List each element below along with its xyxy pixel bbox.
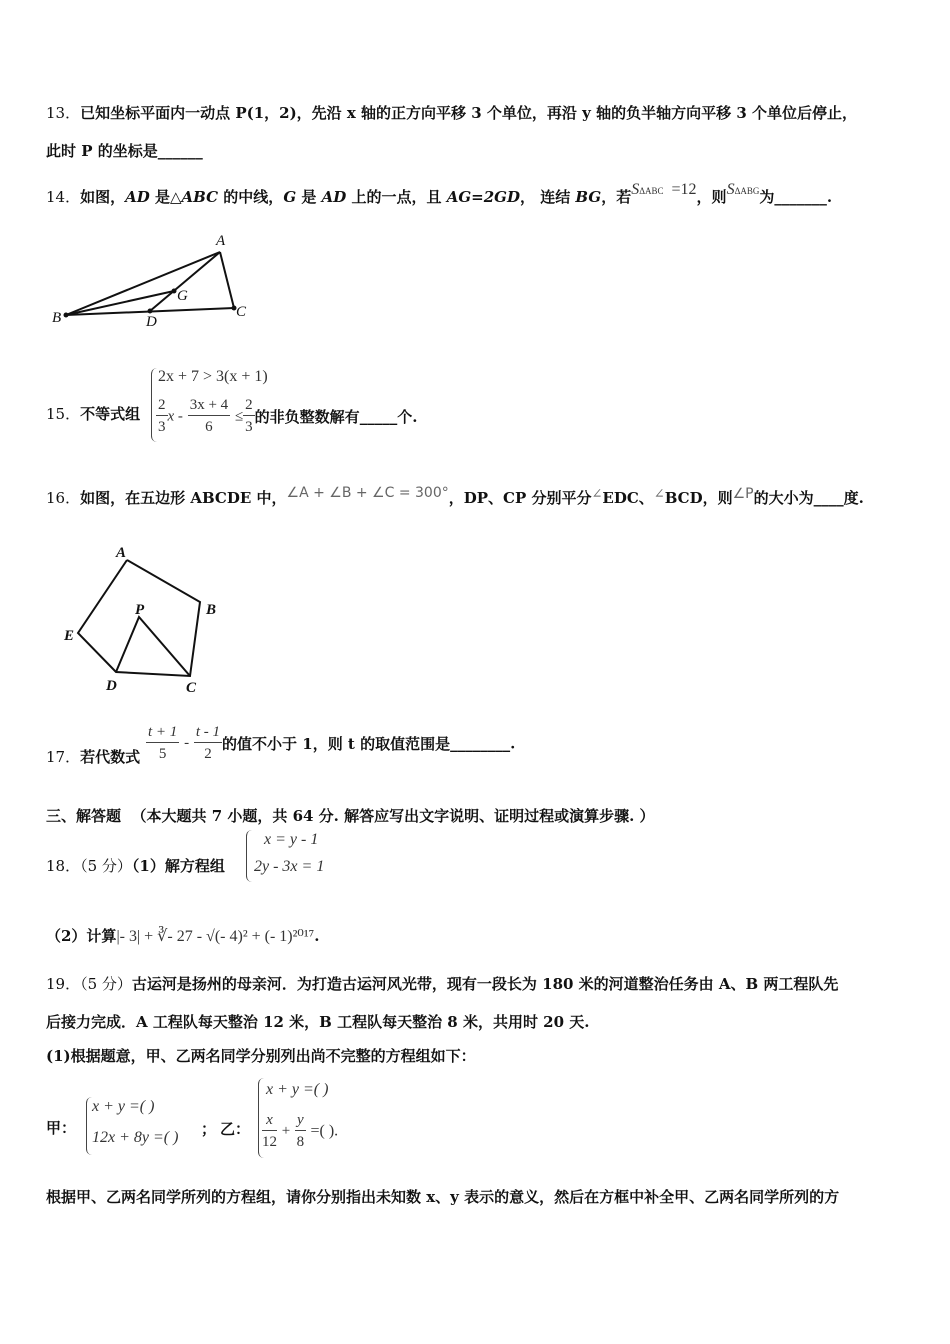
q18-equation-1: x = y - 1 — [264, 831, 319, 848]
q14-text: ，则 — [696, 188, 727, 206]
q13-number: 13． — [46, 104, 81, 122]
q19-separator: ； — [201, 1120, 217, 1138]
q19-text-line3: (1)根据题意，甲、乙两名同学分别列出尚不完整的方程组如下： — [46, 1047, 476, 1065]
q19-line4 — [46, 1187, 839, 1207]
q19-text-line4: 根据甲、乙两名同学所列的方程组，请你分别指出未知数 x、y 表示的意义，然后在方框中补全甲、乙两名同学所列的方 — [46, 1188, 840, 1206]
q18-expression: |- 3| + ∛- 27 - √(- 4)² + (- 1)²⁰¹⁷ — [116, 928, 315, 945]
frac-num: t - 1 — [194, 722, 222, 743]
q17-frac2 — [194, 722, 222, 765]
q13-text-line1: 已知坐标平面内一动点 P(1，2)，先沿 x 轴的正方向平移 3 个单位，再沿 y 轴的负半轴方向平移 3 个单位后停止， — [80, 104, 857, 122]
q17-pre: 若代数式 — [80, 748, 141, 766]
q14-s: S — [631, 181, 640, 198]
q15-frac2 — [188, 395, 230, 438]
frac-den: 3 — [158, 419, 166, 435]
q18-brace — [246, 830, 253, 882]
label-b: B — [52, 310, 62, 326]
q17-answer-blank: ________ — [450, 734, 511, 753]
q19-line3 — [46, 1046, 476, 1066]
frac-num: y — [295, 1110, 306, 1131]
q16-answer-blank: ____ — [813, 489, 844, 507]
q15-answer-blank: _____ — [359, 407, 398, 426]
section-heading — [46, 806, 655, 826]
label-c: C — [236, 304, 247, 320]
q18-score: （5 分） — [80, 857, 132, 875]
q15-frac1 — [156, 395, 168, 438]
q14-g: G — [283, 188, 297, 206]
q17-minus: - — [184, 735, 190, 751]
label-b: B — [206, 602, 217, 618]
edge-ac — [220, 252, 234, 308]
bisectors-dp-cp — [116, 617, 190, 676]
q14-area-abc — [631, 180, 696, 201]
q19-line1 — [46, 974, 838, 994]
q16-angle-p: ∠P — [732, 486, 754, 502]
label-e: E — [64, 628, 75, 644]
q15-number: 15． — [46, 405, 81, 423]
q16-text: 如图，在五边形 ABCDE 中， — [80, 489, 287, 507]
label-d: D — [106, 678, 117, 694]
q19-jia-equation-2: 12x + 8y =( ) — [92, 1129, 179, 1146]
q14-triangle-figure — [46, 230, 266, 340]
edge-ba — [66, 252, 220, 315]
q14-text: ，若 — [601, 188, 632, 206]
q15-x: x - — [167, 408, 183, 425]
q19-yi-frac-y — [295, 1110, 306, 1153]
q18-part1: （1）解方程组 — [131, 857, 225, 875]
q15-le: ≤ — [234, 408, 244, 425]
q14-text: 是△ — [149, 188, 182, 206]
frac-den: 5 — [158, 746, 167, 762]
q19-jia-label: 甲： — [46, 1119, 77, 1137]
q16-angle-symbol: ∠ — [653, 486, 665, 501]
q16-angle-symbol: ∠ — [591, 486, 603, 501]
q14-abc: ABC — [181, 188, 219, 206]
q19-score: （5 分） — [80, 975, 132, 993]
q14-text: 为 — [759, 188, 775, 206]
label-a: A — [116, 545, 127, 561]
q14-s-sub: ΔABG — [734, 186, 760, 196]
q16-text: 度. — [843, 489, 864, 507]
point-b — [64, 313, 69, 318]
q14-s-val: =12 — [671, 181, 697, 198]
label-g: G — [177, 288, 188, 304]
q16-text: EDC、 — [602, 489, 654, 507]
q16-text: 的大小为 — [753, 489, 814, 507]
q18-line1 — [46, 856, 225, 876]
q14-text: ， 连结 — [519, 188, 576, 206]
q14-text: 上的一点，且 — [346, 188, 447, 206]
q14-answer-blank: _______ — [774, 188, 827, 206]
q15-frac3 — [243, 395, 255, 438]
q18-part2: （2）计算 — [46, 927, 117, 945]
q16-pentagon-figure — [60, 542, 250, 702]
q19-yi-plus: + — [281, 1123, 291, 1139]
q13-answer-blank: ______ — [157, 142, 203, 160]
q16-line — [46, 485, 864, 509]
q16-number: 16． — [46, 489, 81, 507]
q15-line — [46, 404, 140, 424]
q19-text-line2: 后接力完成．A 工程队每天整治 12 米，B 工程队每天整治 8 米，共用时 20 天. — [46, 1013, 590, 1031]
q14-line — [46, 181, 833, 209]
q18-line2 — [46, 926, 319, 947]
q14-text: 是 — [296, 188, 322, 206]
q19-jia-equation-1: x + y =( ) — [92, 1098, 155, 1115]
q15-inequality-2 — [156, 395, 417, 438]
label-c: C — [186, 680, 197, 696]
q18-number: 18． — [46, 857, 81, 875]
q13-line2 — [46, 141, 203, 161]
point-g — [172, 289, 177, 294]
frac-num: x — [262, 1110, 277, 1131]
q14-text: 如图， — [80, 188, 126, 206]
q18-equation-2: 2y - 3x = 1 — [254, 858, 325, 875]
q14-ad: AD — [125, 188, 150, 206]
frac-den: 12 — [262, 1134, 277, 1150]
frac-num: 2 — [243, 395, 255, 416]
q15-pre: 不等式组 — [80, 405, 141, 423]
q17-post: 的值不小于 1，则 t 的取值范围是 — [222, 735, 451, 753]
q13-text-line2: 此时 P 的坐标是 — [46, 142, 158, 160]
q17-label — [46, 747, 140, 767]
q16-text: ，DP、CP 分别平分 — [448, 489, 592, 507]
q19-number: 19． — [46, 975, 81, 993]
q19-line2 — [46, 1012, 590, 1032]
frac-den: 2 — [204, 746, 212, 762]
q19-yi-equation-2 — [262, 1110, 338, 1153]
q16-angle-sum: ∠A + ∠B + ∠C = 300° — [286, 485, 449, 501]
q19-yi-equation-1: x + y =( ) — [266, 1081, 329, 1098]
q16-text: BCD，则 — [664, 489, 733, 507]
label-d: D — [146, 314, 157, 330]
q15-inequality-1: 2x + 7 > 3(x + 1) — [158, 368, 268, 385]
point-d — [148, 309, 153, 314]
q14-ad: AD — [321, 188, 347, 206]
q18-end: . — [314, 927, 320, 945]
q19-yi-tail: =( ). — [310, 1122, 339, 1140]
frac-num: 2 — [156, 395, 168, 416]
q19-yi-frac-x — [262, 1110, 277, 1153]
section-title: 三、解答题 — [46, 807, 122, 825]
section-desc: （本大题共 7 小题，共 64 分. 解答应写出文字说明、证明过程或演算步骤. ） — [131, 807, 655, 825]
q14-s: S — [726, 181, 735, 198]
q14-s-sub: ΔABC — [639, 186, 664, 196]
q17-expression — [146, 722, 515, 765]
label-a: A — [216, 233, 226, 249]
q15-unit: 个. — [397, 408, 418, 426]
q17-end: . — [510, 734, 516, 753]
frac-den: 8 — [296, 1134, 305, 1150]
q14-number: 14． — [46, 188, 81, 206]
frac-num: 3x + 4 — [188, 395, 230, 416]
q17-frac1 — [146, 722, 179, 765]
q14-text: . — [826, 188, 833, 206]
frac-den: 3 — [245, 419, 253, 435]
frac-den: 6 — [205, 419, 213, 435]
q17-number: 17． — [46, 748, 81, 766]
q15-post: 的非负整数解有 — [254, 408, 360, 426]
q14-area-abg — [727, 180, 760, 201]
q14-text: 的中线， — [218, 188, 284, 206]
frac-num: t + 1 — [146, 722, 179, 743]
q19-yi-label: 乙： — [220, 1120, 251, 1138]
q13-line1 — [46, 103, 857, 123]
q14-ag-condition: AG=2GD — [446, 188, 520, 206]
q19-text-line1: 古运河是扬州的母亲河．为打造古运河风光带，现有一段长为 180 米的河道整治任务由 A、B 两工程队先 — [131, 975, 839, 993]
label-p: P — [135, 602, 145, 618]
q14-bg: BG — [575, 188, 602, 206]
